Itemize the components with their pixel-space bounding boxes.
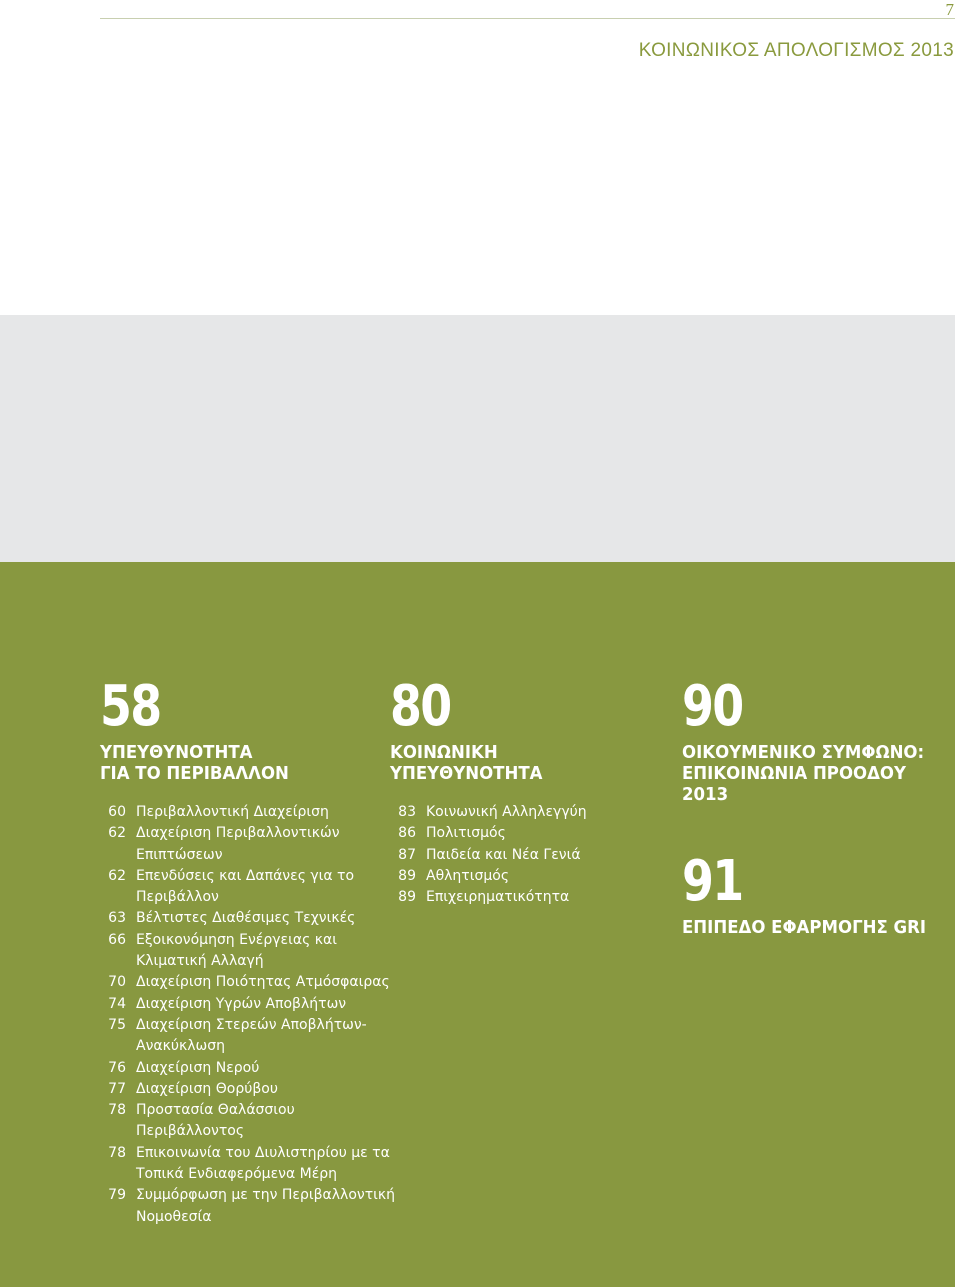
- section-number: 90: [682, 674, 743, 739]
- toc-label: Διαχείριση Περιβαλλοντικών Επιπτώσεων: [136, 825, 340, 863]
- toc-label: Πολιτισμός: [426, 825, 506, 842]
- section-title-line: ΥΠΕΥΘΥΝΟΤΗΤΑ: [390, 763, 543, 784]
- section-social: [390, 674, 650, 908]
- section-title-line: ΓΙΑ ΤΟ ΠΕΡΙΒΑΛΛΟΝ: [100, 763, 289, 784]
- toc-label: Επικοινωνία του Διυλιστηρίου με τα Τοπικά Ενδιαφερόμενα Μέρη: [136, 1144, 390, 1183]
- section-gri[interactable]: [682, 849, 952, 938]
- toc-item[interactable]: [100, 1100, 400, 1143]
- header-rule: [100, 18, 955, 19]
- toc-page: 89: [398, 867, 416, 884]
- toc-item[interactable]: [100, 802, 400, 823]
- section-title: [682, 917, 930, 938]
- section-title-line: ΟΙΚΟΥΜΕΝΙΚΟ ΣΥΜΦΩΝΟ:: [682, 742, 925, 763]
- toc-page: 86: [398, 825, 416, 842]
- toc-page: 74: [108, 995, 126, 1012]
- section-environment: [100, 674, 400, 1228]
- toc-item[interactable]: [100, 1185, 400, 1228]
- section-title-line: ΥΠΕΥΘΥΝΟΤΗΤΑ: [100, 742, 253, 763]
- toc-item[interactable]: [390, 887, 650, 908]
- toc-list-social: [390, 802, 650, 908]
- toc-page: 63: [108, 910, 126, 927]
- toc-item[interactable]: [100, 823, 400, 866]
- toc-item[interactable]: [390, 802, 650, 823]
- toc-page: 83: [398, 804, 416, 820]
- toc-page: 76: [108, 1059, 126, 1076]
- section-number: 91: [682, 849, 743, 914]
- toc-page: 79: [108, 1187, 126, 1204]
- toc-page: 62: [108, 825, 126, 842]
- toc-item[interactable]: [390, 845, 650, 866]
- section-global-compact[interactable]: [682, 674, 952, 805]
- toc-label: Διαχείριση Νερού: [136, 1059, 260, 1076]
- section-number: 58: [100, 674, 161, 739]
- toc-label: Παιδεία και Νέα Γενιά: [426, 846, 581, 863]
- grey-band: [0, 315, 955, 562]
- section-title-line: 2013: [682, 784, 729, 805]
- toc-label: Εξοικονόμηση Ενέργειας και Κλιματική Αλλαγή: [136, 931, 337, 970]
- toc-label: Επενδύσεις και Δαπάνες για το Περιβάλλον: [136, 867, 355, 906]
- toc-page: 60: [108, 804, 126, 820]
- toc-item[interactable]: [100, 866, 400, 909]
- toc-page: 87: [398, 846, 416, 863]
- toc-label: Διαχείριση Θορύβου: [136, 1080, 278, 1097]
- toc-item[interactable]: [100, 930, 400, 973]
- page-number: 7: [945, 0, 954, 19]
- section-title-line: ΕΠΙΠΕΔΟ ΕΦΑΡΜΟΓΗΣ GRI: [682, 917, 927, 938]
- toc-item[interactable]: [100, 972, 400, 993]
- toc-label: Προστασία Θαλάσσιου Περιβάλλοντος: [136, 1102, 295, 1140]
- toc-list-environment: [100, 802, 400, 1228]
- toc-page: 66: [108, 931, 126, 948]
- report-title: ΚΟΙΝΩΝΙΚΟΣ ΑΠΟΛΟΓΙΣΜΟΣ 2013: [638, 40, 954, 61]
- toc-page: 77: [108, 1080, 126, 1097]
- toc-page: 78: [108, 1144, 126, 1161]
- toc-item[interactable]: [100, 1015, 400, 1058]
- section-number: 80: [390, 674, 451, 739]
- toc-label: Συμμόρφωση με την Περιβαλλοντική Νομοθεσία: [136, 1187, 395, 1225]
- toc-item[interactable]: [100, 994, 400, 1015]
- toc-item[interactable]: [100, 908, 400, 929]
- toc-page: 89: [398, 889, 416, 906]
- toc-page: 70: [108, 974, 126, 991]
- section-title-line: ΕΠΙΚΟΙΝΩΝΙΑ ΠΡΟΟΔΟΥ: [682, 763, 906, 784]
- toc-page: 78: [108, 1102, 126, 1119]
- section-title: [100, 742, 376, 784]
- toc-page: 75: [108, 1016, 126, 1033]
- section-title: [682, 742, 930, 805]
- toc-label: Κοινωνική Αλληλεγγύη: [426, 804, 587, 820]
- toc-label: Επιχειρηματικότητα: [426, 889, 570, 906]
- toc-label: Βέλτιστες Διαθέσιμες Τεχνικές: [136, 910, 356, 927]
- toc-item[interactable]: [100, 1143, 400, 1186]
- toc-label: Διαχείριση Στερεών Αποβλήτων- Ανακύκλωση: [136, 1016, 367, 1055]
- toc-page: 62: [108, 867, 126, 884]
- section-title-line: ΚΟΙΝΩΝΙΚΗ: [390, 742, 498, 763]
- toc-label: Διαχείριση Ποιότητας Ατμόσφαιρας: [136, 974, 390, 991]
- toc-item[interactable]: [100, 1079, 400, 1100]
- toc-item[interactable]: [390, 866, 650, 887]
- toc-label: Διαχείριση Υγρών Αποβλήτων: [136, 995, 347, 1012]
- section-title: [390, 742, 629, 784]
- toc-item[interactable]: [100, 1058, 400, 1079]
- toc-label: Αθλητισμός: [426, 867, 510, 884]
- toc-label: Περιβαλλοντική Διαχείριση: [136, 804, 329, 820]
- toc-item[interactable]: [390, 823, 650, 844]
